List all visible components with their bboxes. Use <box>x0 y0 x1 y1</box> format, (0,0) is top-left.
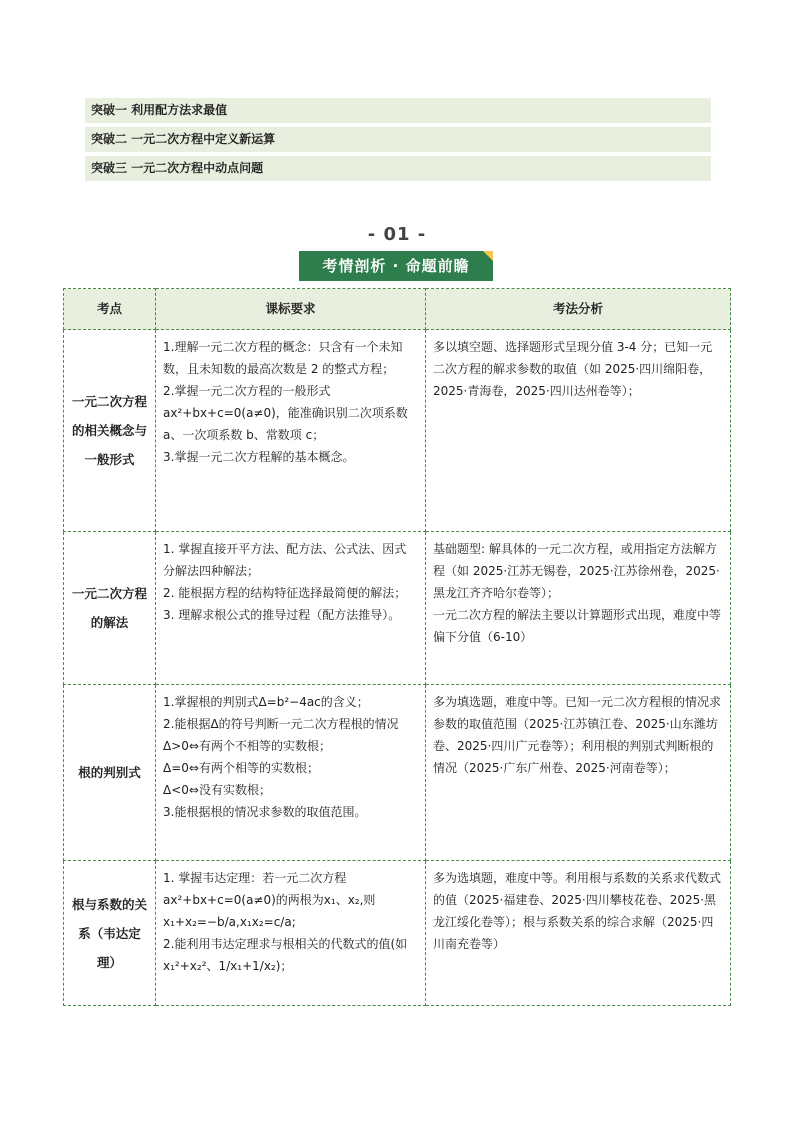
breakthrough-item: 突破二 一元二次方程中定义新运算 <box>85 127 711 152</box>
row-point: 根的判别式 <box>64 685 156 861</box>
requirement-line: Δ=0⇔有两个相等的实数根； <box>163 761 319 775</box>
requirement-line: 3.能根据根的情况求参数的取值范围。 <box>163 805 367 819</box>
section-number: - 01 - <box>367 224 427 245</box>
header-point: 考点 <box>64 289 156 330</box>
analysis-line: 一元二次方程的解法主要以计算题形式出现，难度中等偏下分值（6-10） <box>433 608 722 644</box>
row-point: 一元二次方程的相关概念与一般形式 <box>64 330 156 532</box>
row-analysis <box>426 685 731 861</box>
breakthrough-item: 突破三 一元二次方程中动点问题 <box>85 156 711 181</box>
table-row <box>64 685 731 861</box>
banner-title: 考情剖析 · 命题前瞻 <box>322 257 470 275</box>
analysis-line: 多为选填题，难度中等。利用根与系数的关系求代数式的值（2025·福建卷、2025·四川攀枝花卷、2025·黑龙江绥化卷等）；根与系数关系的综合求解（2025·四川南充卷等） <box>433 871 722 951</box>
requirement-line: 2.能利用韦达定理求与根相关的代数式的值(如x₁²+x₂²、1/x₁+1/x₂)； <box>163 937 408 973</box>
analysis-line: 多以填空题、选择题形式呈现分值 3-4 分；已知一元二次方程的解求参数的取值（如 2025·四川绵阳卷，2025·青海卷，2025·四川达州卷等）； <box>433 340 713 398</box>
requirement-line: Δ<0⇔没有实数根； <box>163 783 271 797</box>
requirement-line: 1. 掌握直接开平方法、配方法、公式法、因式分解法四种解法； <box>163 542 407 578</box>
requirement-line: 3.掌握一元二次方程解的基本概念。 <box>163 450 355 464</box>
requirement-line: 1.掌握根的判别式Δ=b²−4ac的含义； <box>163 695 369 709</box>
requirement-line: 2. 能根据方程的结构特征选择最简便的解法； <box>163 586 407 600</box>
analysis-line: 基础题型: 解具体的一元二次方程，或用指定方法解方程（如 2025·江苏无锡卷，2025·江苏徐州卷，2025·黑龙江齐齐哈尔卷等）； <box>433 542 720 600</box>
table-row <box>64 861 731 1006</box>
row-analysis <box>426 861 731 1006</box>
row-analysis <box>426 532 731 685</box>
analysis-line: 多为填选题，难度中等。已知一元二次方程根的情况求参数的取值范围（2025·江苏镇江卷、2025·山东潍坊卷、2025·四川广元卷等）；利用根的判别式判断根的情况（2025·广东广州卷、2025·河南卷等）； <box>433 695 722 775</box>
table-header-row <box>64 289 731 330</box>
requirement-line: 3. 理解求根公式的推导过程（配方法推导）。 <box>163 608 401 622</box>
requirement-line: 2.能根据Δ的符号判断一元二次方程根的情况 <box>163 717 399 731</box>
requirement-line: 1. 掌握韦达定理：若一元二次方程ax²+bx+c=0(a≠0)的两根为x₁、x₂,则x₁+x₂=−b/a,x₁x₂=c/a; <box>163 871 376 929</box>
breakthrough-item: 突破一 利用配方法求最值 <box>85 98 711 123</box>
row-requirements <box>156 330 426 532</box>
section-banner <box>299 251 493 281</box>
requirement-line: 2.掌握一元二次方程的一般形式ax²+bx+c=0(a≠0)，能准确识别二次项系数 a、一次项系数 b、常数项 c； <box>163 384 408 442</box>
row-requirements <box>156 685 426 861</box>
row-point: 根与系数的关系（韦达定理） <box>64 861 156 1006</box>
header-analysis: 考法分析 <box>426 289 731 330</box>
banner-corner-decoration <box>483 251 493 261</box>
breakthrough-list <box>85 98 711 185</box>
requirement-line: Δ>0⇔有两个不相等的实数根； <box>163 739 331 753</box>
exam-analysis-table <box>63 288 731 1006</box>
requirement-line: 1.理解一元二次方程的概念：只含有一个未知数，且未知数的最高次数是 2 的整式方程； <box>163 340 403 376</box>
row-analysis <box>426 330 731 532</box>
row-requirements <box>156 532 426 685</box>
header-requirements: 课标要求 <box>156 289 426 330</box>
table-row <box>64 330 731 532</box>
table-row <box>64 532 731 685</box>
row-point: 一元二次方程的解法 <box>64 532 156 685</box>
row-requirements <box>156 861 426 1006</box>
